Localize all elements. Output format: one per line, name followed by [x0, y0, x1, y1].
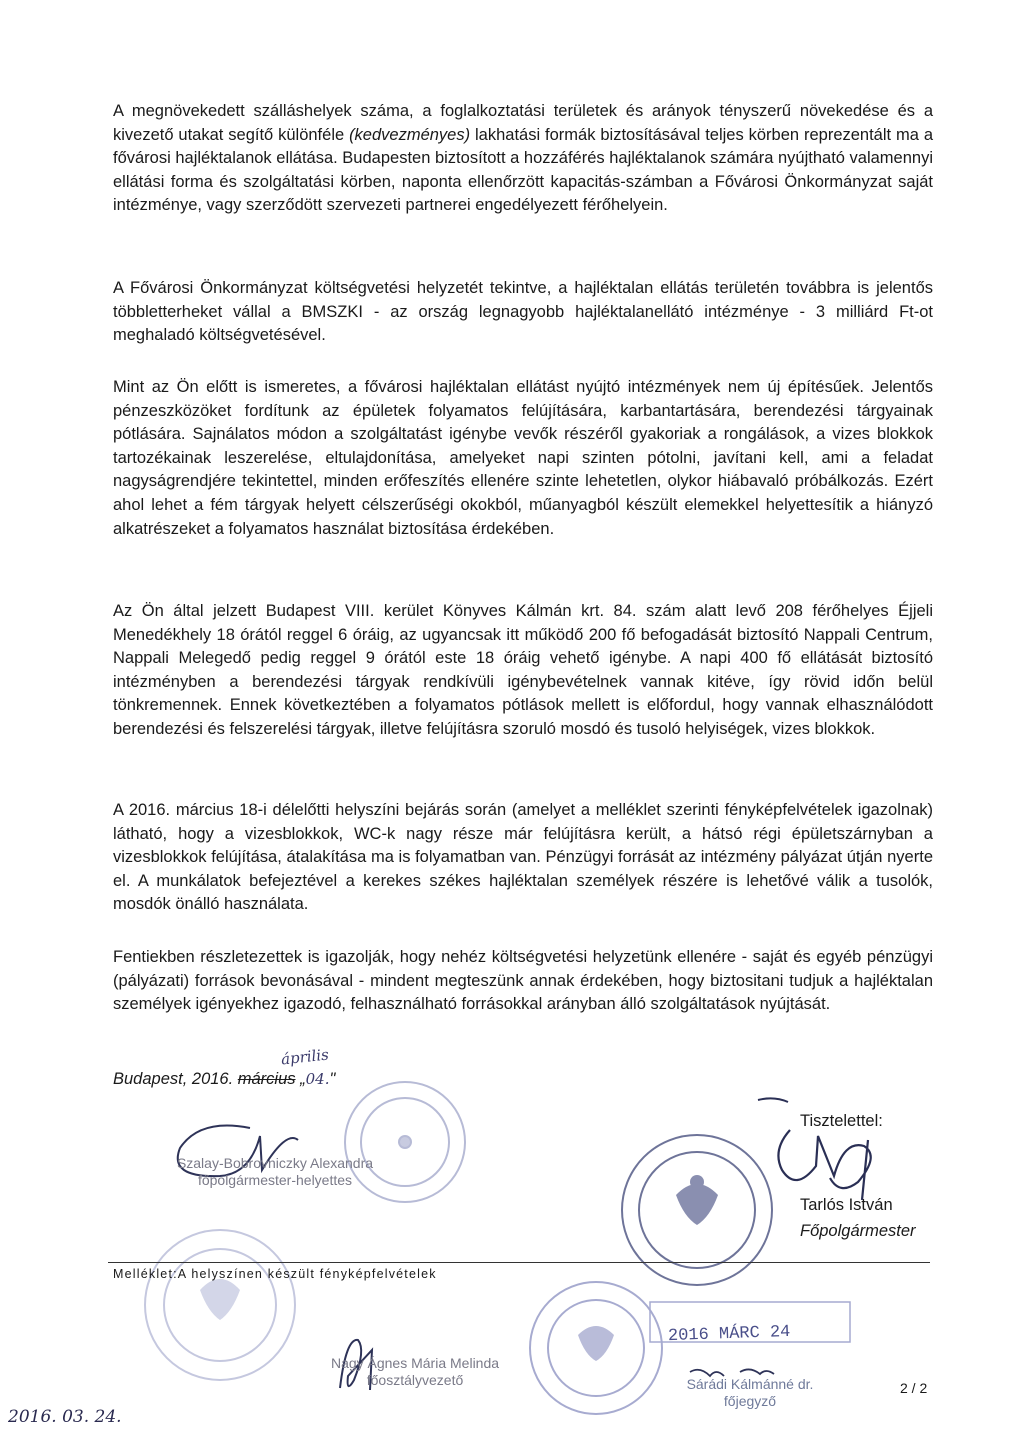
paragraph-1-part-b: lakhatási formák biztosításával teljes körben reprezentált ma a fővárosi hajléktalanok ellátása. Budapesten biztosított a hozzáférés hajléktalanok számára nyújtható valamennyi ellátási forma és szolgáltatási körben, naponta ellenőrzött kapacitás-számban a Fővárosi Önkormányzat saját intézménye, vagy szerződött szervezeti partnerei engedélyezett férőhelyein.	[113, 125, 933, 215]
footer-divider	[108, 1262, 930, 1263]
closing-greeting: Tisztelettel:	[800, 1112, 883, 1130]
notary-title: főjegyző	[723, 1393, 777, 1409]
page-number: 2 / 2	[900, 1380, 928, 1396]
notary-signature	[690, 1369, 774, 1376]
handwritten-month: április	[280, 1045, 330, 1069]
chief-name: Nagy Ágnes Mária Melinda	[330, 1355, 500, 1371]
municipality-stamp	[145, 1230, 295, 1380]
notary-stamp	[530, 1282, 662, 1414]
mayor-signature	[778, 1130, 870, 1200]
chief-signature-block	[290, 1355, 540, 1389]
quote-open: „	[295, 1070, 306, 1088]
paragraph-1-part-a: A megnövekedett szálláshelyek száma, a foglalkoztatási területek és arányok tényszerű növekedése és a kivezető utakat segítő különféle	[113, 102, 933, 144]
deputy-signature-block	[150, 1155, 400, 1189]
paragraph-maintenance: Mint az Ön előtt is ismeretes, a fővárosi hajléktalan ellátást nyújtó intézmények nem új építésűek. Jelentős pénzeszközöket fordítunk az épületek folyamatos felújítására, karbantartására, berendezési tárgyainak pótlására. Sajnálatos módon a szolgáltatást igénybe vevők részéről gyakoriak a rongálások, a vizes blokkok tartozékainak leszerelése, eltulajdonítása, amelyeket napi szinten pótolni, javítani kell, ami a feladat nagyságrendjére tekintettel, minden erőfeszítés ellenére szinte lehetetlen, olykor hiábavaló próbálkozás. Ezért ahol lehet a fém tárgyak helyett célszerűségi okokból, műanyagból készült elemekkel helyettesítik a hiányzó alkatrészeket a folyamatos használat biztosítása érdekében.	[113, 378, 933, 538]
attachment-note: Melléklet:A helyszínen készült fényképfelvételek	[113, 1267, 437, 1281]
signer-name: Tarlós István	[800, 1196, 893, 1214]
deputy-title: főpolgármester-helyettes	[197, 1172, 353, 1188]
notary-signature-block	[660, 1376, 840, 1410]
struck-month: március	[237, 1070, 296, 1088]
mayor-signature-tick	[758, 1098, 788, 1102]
handwritten-day: 04.	[305, 1070, 330, 1088]
chief-title: főosztályvezető	[366, 1372, 464, 1388]
paragraph-budget: A Fővárosi Önkormányzat költségvetési helyzetét tekintve, a hajléktalan ellátás területén továbbra is jelentős többletterheket vállal a BMSZKI - az ország legnagyobb hajléktalanellátó intézménye - 3 milliárd Ft-ot meghaladó költségvetésével.	[113, 279, 933, 345]
quote-close: "	[329, 1070, 336, 1088]
paragraph-shelter-details: Az Ön által jelzett Budapest VIII. kerület Könyves Kálmán krt. 84. szám alatt levő 208 férőhelyes Éjjeli Menedékhely 18 órától reggel 6 óráig, az ugyancsak itt működő 200 fő befogadását biztosító Nappali Centrum, Nappali Melegedő pedig reggel 9 órától este 18 óráig vehető igénybe. A napi 400 fő ellátását biztosító intézményben a berendezési tárgyak rendkívüli igénybevételnek vannak kitéve, így rövid időn belül tönkremennek. Ennek következtében a folyamatos pótlások mellett is előfordul, hogy vannak elhasználódott berendezési és felszerelési tárgyak, illetve felújításra szoruló mosdó és tusoló helyiségek, vizes blokkok.	[113, 602, 933, 738]
paragraph-inspection: A 2016. március 18-i délelőtti helyszíni bejárás során (amelyet a melléklet szerinti fényképfelvételek igazolnak) látható, hogy a vizesblokkok, WC-k nagy része már felújításra került, a hátsó régi épületszárnyban a vizesblokkok felújítása, átalakítása ma is folyamatban van. Pénzügyi forrását az intézmény pályázat útján nyerte el. A munkálatok befejeztével a kerekes székes hajléktalan személyek részére is lehetővé válik a tusolók, mosdók önálló használata.	[113, 801, 933, 914]
notary-name: Sárádi Kálmánné dr.	[686, 1376, 814, 1392]
handwritten-footer-date: 2016. 03. 24.	[8, 1407, 122, 1427]
signer-title: Főpolgármester	[800, 1222, 916, 1240]
paragraph-1-italic: (kedvezményes)	[349, 125, 471, 144]
paragraph-conclusion: Fentiekben részletezettek is igazolják, hogy nehéz költségvetési helyzetünk ellenére - saját és egyéb pénzügyi (pályázati) források bevonásával - mindent megteszünk annak érdekében, hogy biztositani tudjuk a hajléktalan személyek igényekhez igazodó, felhasználható forrásokkal arányban álló szolgáltatások nyújtását.	[113, 948, 933, 1014]
deputy-name: Szalay-Bobrovniczky Alexandra	[176, 1155, 374, 1171]
dateline-place-year: Budapest, 2016.	[113, 1070, 238, 1088]
received-date-stamp: 2016 MÁRC 24	[667, 1322, 791, 1347]
